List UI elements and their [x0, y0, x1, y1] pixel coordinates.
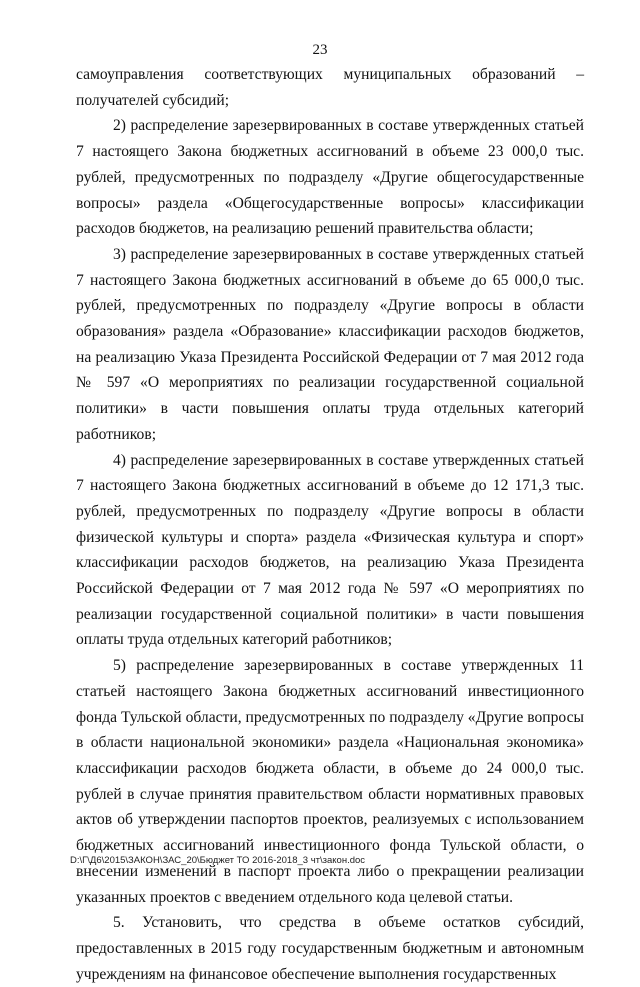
paragraph-item-4: 4) распределение зарезервированных в составе утвержденных статьей 7 настоящего Закона бюджетных ассигнований в объеме до 12 171,3 тыс. рублей, предусмотренных по подразделу «Другие вопросы в области физической культуры и спорта» раздела «Физическая культура и спорт» классификации расходов бюджетов, на реализацию Указа Президента Российской Федерации от 7 мая 2012 года № 597 «О мероприятиях по реализации государственной социальной политики» в части повышения оплаты труда отдельных категорий работников; [76, 451, 584, 649]
paragraph-item-5: 5) распределение зарезервированных в составе утвержденных 11 статьей настоящего Закона бюджетных ассигнований инвестиционного фонда Тульской области, предусмотренных по подразделу «Другие вопросы в области национальной экономики» раздела «Национальная экономика» классификации расходов бюджета области, в объеме до 24 000,0 тыс. рублей в случае принятия правительством области нормативных правовых актов об утверждении паспортов проектов, реализуемых с использованием бюджетных ассигнований инвестиционного фонда Тульской области, о внесении изменений в паспорт проекта либо о прекращении реализации указанных проектов с введением отдельного кода целевой статьи. [76, 657, 584, 906]
page-number: 23 [312, 42, 328, 58]
paragraph-section-5: 5. Установить, что средства в объеме остатков субсидий, предоставленных в 2015 году государственным бюджетным и автономным учреждениям на финансовое обеспечение выполнения государственных [76, 914, 584, 983]
footer-file-path: D:\Г\Д6\2015\ЗАКОН\ЗАС_20\Бюджет ТО 2016-2018_3 чт\закон.doc [70, 855, 366, 866]
paragraph-item-3: 3) распределение зарезервированных в составе утвержденных статьей 7 настоящего Закона бюджетных ассигнований в объеме до 65 000,0 тыс. рублей, предусмотренных по подразделу «Другие вопросы в области образования» раздела «Образование» классификации расходов бюджетов, на реализацию Указа Президента Российской Федерации от 7 мая 2012 года № 597 «О мероприятиях по реализации государственной социальной политики» в части повышения оплаты труда отдельных категорий работников; [76, 245, 584, 443]
document-body [76, 62, 584, 987]
paragraph-item-2: 2) распределение зарезервированных в составе утвержденных статьей 7 настоящего Закона бюджетных ассигнований в объеме 23 000,0 тыс. рублей, предусмотренных по подразделу «Другие общегосударственные вопросы» раздела «Общегосударственные вопросы» классификации расходов бюджетов, на реализацию решений правительства области; [76, 117, 584, 238]
paragraph-continuation: самоуправления соответствующих муниципальных образований – получателей субсидий; [76, 66, 584, 109]
